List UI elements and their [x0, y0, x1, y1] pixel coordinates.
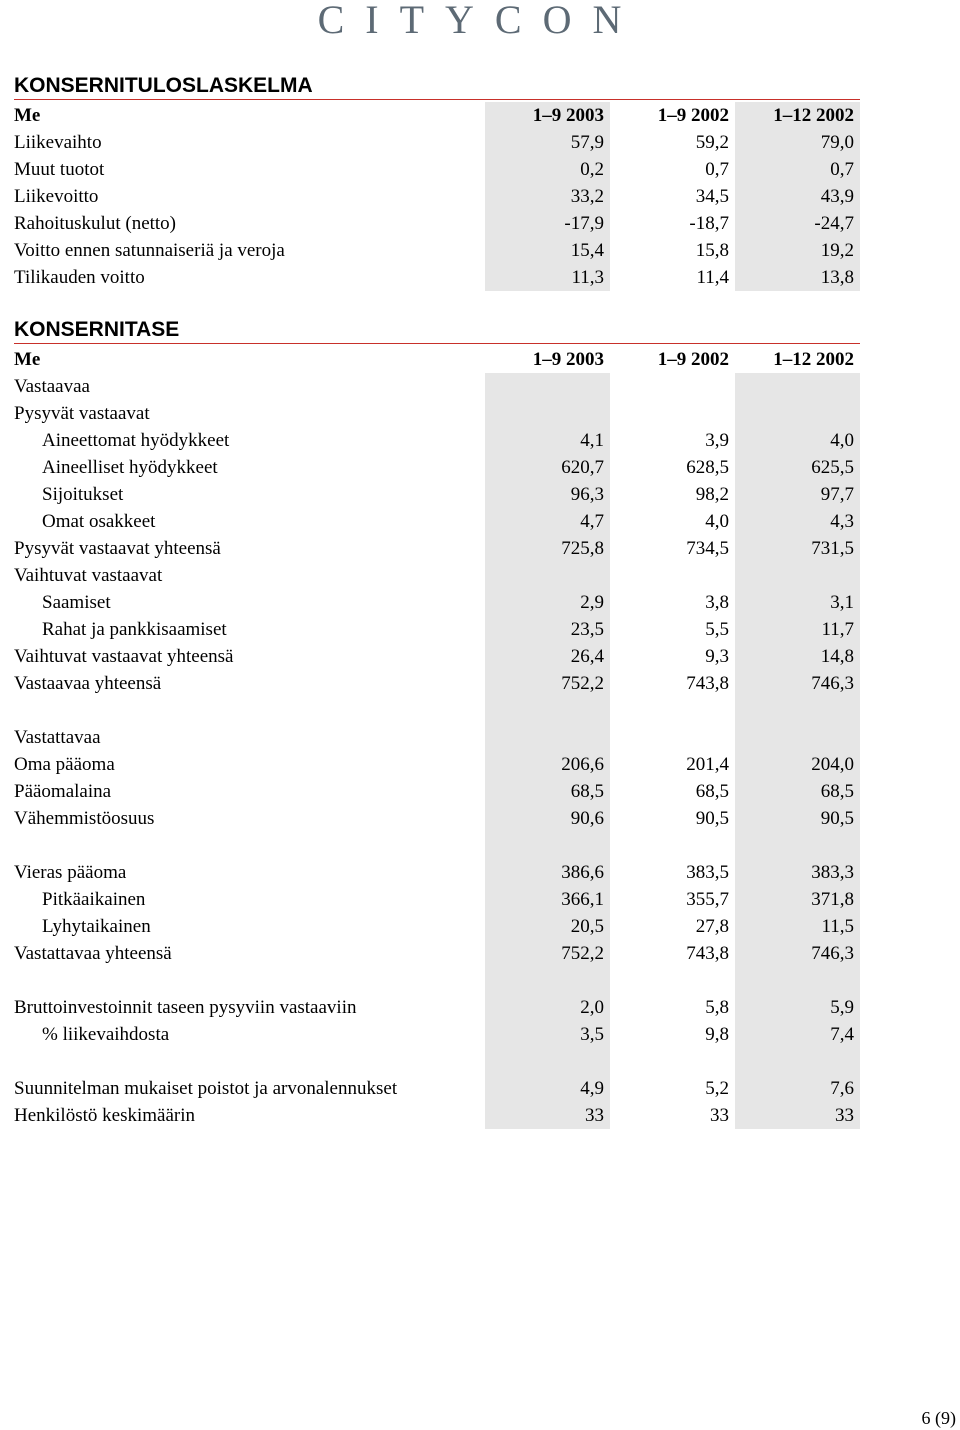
cell-value: 33: [710, 1105, 729, 1126]
row-label: Henkilöstö keskimäärin: [14, 1105, 195, 1126]
row-label: % liikevaihdosta: [42, 1024, 170, 1045]
table-row: [14, 886, 860, 913]
row-label: Muut tuotot: [14, 159, 105, 180]
column-header: 1–12 2002: [735, 102, 860, 129]
cell-value: 19,2: [735, 237, 860, 264]
table-row: [14, 237, 860, 264]
row-label: Lyhytaikainen: [42, 916, 151, 937]
cell-value: 43,9: [735, 183, 860, 210]
cell-value: 33,2: [485, 183, 610, 210]
row-label: Liikevoitto: [14, 186, 99, 207]
cell-value: 90,5: [735, 805, 860, 832]
column-header: 1–9 2003: [532, 349, 604, 370]
row-label: Vähemmistöosuus: [14, 808, 155, 829]
company-logo: CITYCON: [317, 0, 643, 42]
row-label: Vaihtuvat vastaavat: [14, 565, 163, 586]
cell-value: 628,5: [686, 457, 729, 478]
cell-value: 620,7: [485, 454, 610, 481]
row-label: Oma pääoma: [14, 754, 115, 775]
cell-value: 743,8: [686, 673, 729, 694]
cell-value: 98,2: [695, 484, 729, 505]
cell-value: 15,8: [695, 240, 729, 261]
table-row: [14, 751, 860, 778]
table-row: [14, 210, 860, 237]
income-statement-title: KONSERNITULOSLASKELMA: [14, 72, 860, 100]
row-label: Tilikauden voitto: [14, 267, 145, 288]
cell-value: 57,9: [485, 129, 610, 156]
cell-value: -18,7: [689, 213, 729, 234]
cell-value: 59,2: [695, 132, 729, 153]
row-label: Vastaavaa: [14, 376, 90, 397]
balance-sheet-title: KONSERNITASE: [14, 316, 860, 344]
income-statement-table: [14, 102, 860, 291]
cell-value: 206,6: [485, 751, 610, 778]
column-header: 1–9 2003: [485, 102, 610, 129]
cell-value: 0,2: [485, 156, 610, 183]
row-label: Bruttoinvestoinnit taseen pysyviin vastaaviin: [14, 997, 357, 1018]
column-header: 1–12 2002: [773, 349, 854, 370]
cell-value: 7,6: [735, 1048, 860, 1102]
table-row: [14, 805, 860, 832]
row-label: Vastattavaa yhteensä: [14, 943, 172, 964]
column-header: 1–9 2002: [657, 349, 729, 370]
spacer-row: [14, 697, 860, 724]
row-label: Saamiset: [42, 592, 111, 613]
unit-label: Me: [14, 349, 41, 370]
cell-value: 201,4: [686, 754, 729, 775]
cell-value: 4,9: [485, 1048, 610, 1102]
table-row: [14, 589, 860, 616]
cell-value: 3,1: [735, 589, 860, 616]
column-header: 1–9 2002: [657, 105, 729, 126]
row-label: Vieras pääoma: [14, 862, 127, 883]
cell-value: 4,7: [485, 508, 610, 535]
cell-value: 383,5: [686, 862, 729, 883]
table-row: [14, 400, 860, 427]
cell-value: 5,8: [705, 997, 729, 1018]
row-label: Pysyvät vastaavat yhteensä: [14, 538, 221, 559]
cell-value: 90,6: [485, 805, 610, 832]
cell-value: 27,8: [695, 916, 729, 937]
cell-value: 734,5: [686, 538, 729, 559]
row-label: Liikevaihto: [14, 132, 102, 153]
table-row: [14, 670, 860, 697]
spacer-row: [14, 832, 860, 859]
cell-value: 33: [485, 1102, 610, 1129]
cell-value: 68,5: [695, 781, 729, 802]
cell-value: 15,4: [485, 237, 610, 264]
cell-value: 14,8: [735, 643, 860, 670]
table-row: [14, 1048, 860, 1102]
row-label: Sijoitukset: [42, 484, 124, 505]
cell-value: 90,5: [695, 808, 729, 829]
cell-value: 752,2: [485, 940, 610, 967]
table-row: [14, 778, 860, 805]
cell-value: -17,9: [485, 210, 610, 237]
row-label: Rahoituskulut (netto): [14, 213, 177, 234]
table-row: [14, 373, 860, 400]
cell-value: 386,6: [485, 859, 610, 886]
row-label: Vaihtuvat vastaavat yhteensä: [14, 646, 234, 667]
cell-value: 68,5: [485, 778, 610, 805]
table-header-row: [14, 102, 860, 129]
cell-value: 383,3: [735, 859, 860, 886]
table-row: [14, 183, 860, 210]
cell-value: 725,8: [485, 535, 610, 562]
table-row: [14, 129, 860, 156]
row-label: Pysyvät vastaavat: [14, 403, 150, 424]
unit-label: Me: [14, 105, 41, 126]
row-label: Omat osakkeet: [42, 511, 156, 532]
table-header-row: [14, 346, 860, 373]
row-label: Pääomalaina: [14, 781, 112, 802]
row-label: Aineelliset hyödykkeet: [42, 457, 218, 478]
cell-value: 2,0: [485, 994, 610, 1021]
table-row: [14, 535, 860, 562]
cell-value: 366,1: [485, 886, 610, 913]
table-row: [14, 1102, 860, 1129]
row-label: Voitto ennen satunnaiseriä ja veroja: [14, 240, 285, 261]
row-label: Vastattavaa: [14, 727, 101, 748]
cell-value: 11,5: [735, 913, 860, 940]
table-row: [14, 643, 860, 670]
cell-value: 4,3: [735, 508, 860, 535]
table-row: [14, 994, 860, 1021]
cell-value: 2,9: [485, 589, 610, 616]
cell-value: 9,3: [705, 646, 729, 667]
row-label: Aineettomat hyödykkeet: [42, 430, 230, 451]
cell-value: 746,3: [735, 940, 860, 967]
cell-value: 11,3: [485, 264, 610, 291]
spacer-row: [14, 967, 860, 994]
cell-value: 5,5: [705, 619, 729, 640]
table-row: [14, 859, 860, 886]
table-row: [14, 427, 860, 454]
row-label: Suunnitelman mukaiset poistot ja arvonalennukset: [14, 1078, 398, 1099]
balance-sheet-table: [14, 346, 860, 1129]
cell-value: 11,4: [696, 267, 729, 288]
table-row: [14, 724, 860, 751]
row-label: Vastaavaa yhteensä: [14, 673, 162, 694]
table-row: [14, 508, 860, 535]
table-row: [14, 156, 860, 183]
cell-value: 23,5: [485, 616, 610, 643]
row-label: Pitkäaikainen: [42, 889, 146, 910]
cell-value: 7,4: [735, 1021, 860, 1048]
table-row: [14, 616, 860, 643]
cell-value: 746,3: [735, 670, 860, 697]
table-row: [14, 481, 860, 508]
table-row: [14, 264, 860, 291]
table-row: [14, 940, 860, 967]
table-row: [14, 913, 860, 940]
cell-value: 0,7: [735, 156, 860, 183]
cell-value: 79,0: [735, 129, 860, 156]
cell-value: 9,8: [705, 1024, 729, 1045]
cell-value: 11,7: [735, 616, 860, 643]
cell-value: 0,7: [705, 159, 729, 180]
cell-value: 26,4: [485, 643, 610, 670]
cell-value: 3,5: [485, 1021, 610, 1048]
cell-value: 625,5: [735, 454, 860, 481]
cell-value: 97,7: [735, 481, 860, 508]
table-row: [14, 1021, 860, 1048]
table-row: [14, 562, 860, 589]
cell-value: 13,8: [735, 264, 860, 291]
cell-value: 68,5: [735, 778, 860, 805]
cell-value: 34,5: [695, 186, 729, 207]
cell-value: 743,8: [686, 943, 729, 964]
cell-value: 371,8: [735, 886, 860, 913]
cell-value: 4,0: [735, 427, 860, 454]
table-row: [14, 454, 860, 481]
cell-value: 3,8: [705, 592, 729, 613]
cell-value: 5,9: [735, 994, 860, 1021]
cell-value: 33: [735, 1102, 860, 1129]
cell-value: 204,0: [735, 751, 860, 778]
cell-value: -24,7: [735, 210, 860, 237]
cell-value: 3,9: [705, 430, 729, 451]
cell-value: 5,2: [705, 1078, 729, 1099]
cell-value: 4,1: [485, 427, 610, 454]
cell-value: 96,3: [485, 481, 610, 508]
cell-value: 355,7: [686, 889, 729, 910]
cell-value: 4,0: [705, 511, 729, 532]
row-label: Rahat ja pankkisaamiset: [42, 619, 227, 640]
cell-value: 20,5: [485, 913, 610, 940]
cell-value: 752,2: [485, 670, 610, 697]
cell-value: 731,5: [735, 535, 860, 562]
page-number: 6 (9): [921, 1408, 956, 1428]
